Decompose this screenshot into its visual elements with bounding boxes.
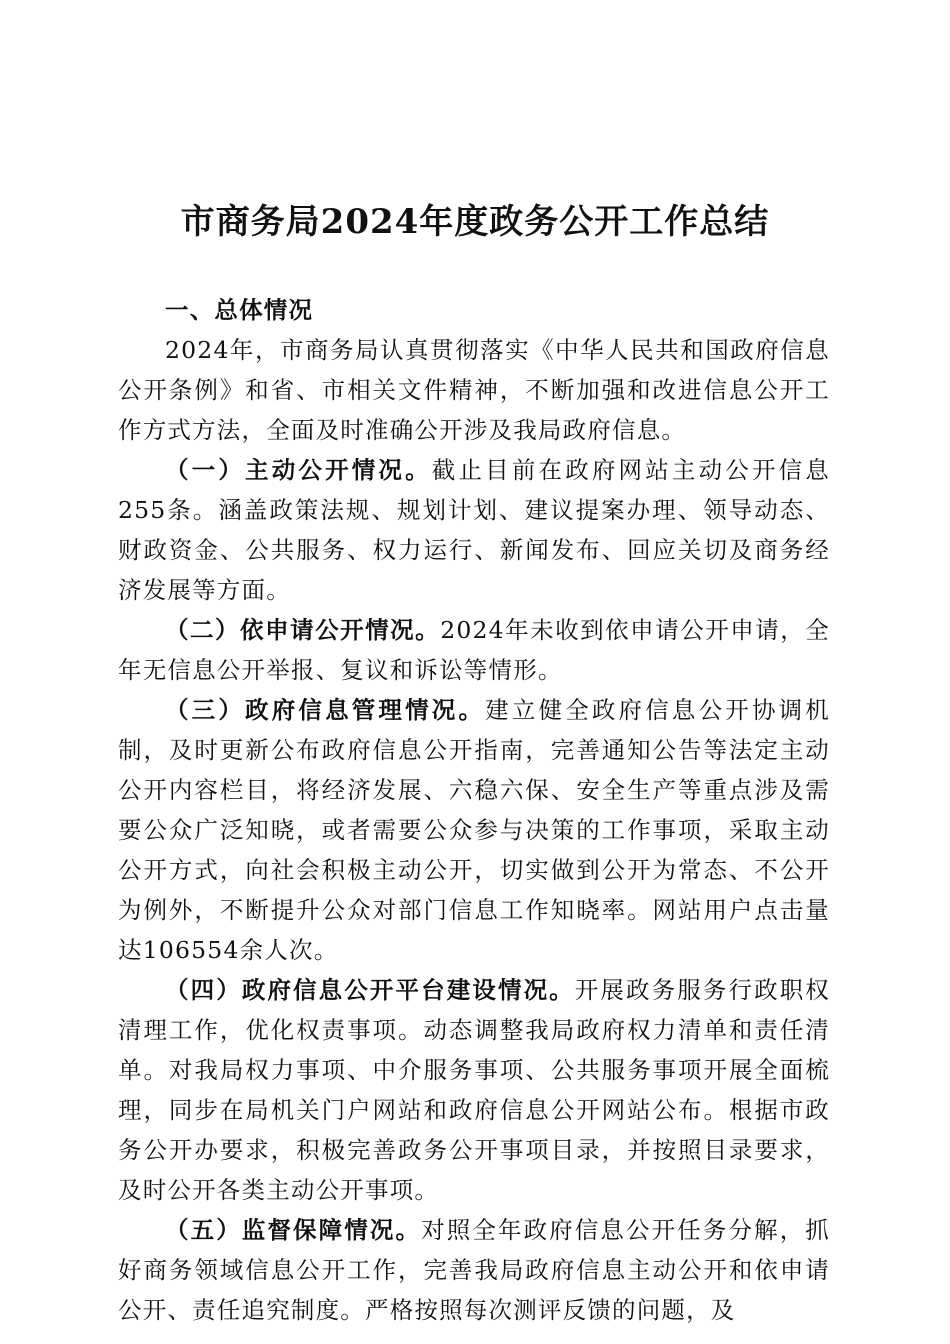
paragraph-text: 2024年未收到依申请公开申请，全年无信息公开举报、复议和诉讼等情形。 (118, 616, 830, 684)
paragraph-platform-construction (118, 970, 830, 1210)
section-heading: 一、总体情况 (165, 296, 314, 324)
paragraph-lead: （三）政府信息管理情况。 (165, 696, 486, 724)
intro-paragraph: 2024年，市商务局认真贯彻落实《中华人民共和国政府信息公开条例》和省、市相关文件精神，不断加强和改进信息公开工作方式方法，全面及时准确公开涉及我局政府信息。 (118, 336, 830, 444)
paragraph-information-management (118, 690, 830, 970)
document-body (118, 290, 830, 1330)
paragraph-supervision (118, 1210, 830, 1330)
document-title: 市商务局2024年度政务公开工作总结 (180, 202, 770, 242)
paragraph-text: 对照全年政府信息公开任务分解，抓好商务领域信息公开工作，完善我局政府信息主动公开和依申请公开、责任追究制度。严格按照每次测评反馈的问题，及 (118, 1216, 831, 1324)
paragraph-lead: （二）依申请公开情况。 (165, 616, 441, 644)
paragraph-lead: （四）政府信息公开平台建设情况。 (165, 976, 575, 1004)
paragraph-text: 开展政务服务行政职权清理工作，优化权责事项。动态调整我局政府权力清单和责任清单。对我局权力事项、中介服务事项、公共服务事项开展全面梳理，同步在局机关门户网站和政府信息公开网站公布。根据市政务公开办要求，积极完善政务公开事项目录，并按照目录要求，及时公开各类主动公开事项。 (118, 976, 831, 1204)
paragraph-text: 截止目前在政府网站主动公开信息255条。涵盖政策法规、规划计划、建议提案办理、领导动态、财政资金、公共服务、权力运行、新闻发布、回应关切及商务经济发展等方面。 (118, 456, 831, 604)
paragraph-lead: （一）主动公开情况。 (165, 456, 432, 484)
paragraph-lead: （五）监督保障情况。 (165, 1216, 422, 1244)
paragraph-application-disclosure (118, 610, 830, 690)
paragraph-active-disclosure (118, 450, 830, 610)
paragraph-text: 建立健全政府信息公开协调机制，及时更新公布政府信息公开指南，完善通知公告等法定主动公开内容栏目，将经济发展、六稳六保、安全生产等重点涉及需要公众广泛知晓，或者需要公众参与决策的工作事项，采取主动公开方式，向社会积极主动公开，切实做到公开为常态、不公开为例外，不断提升公众对部门信息工作知晓率。网站用户点击量达106554余人次。 (118, 696, 830, 964)
